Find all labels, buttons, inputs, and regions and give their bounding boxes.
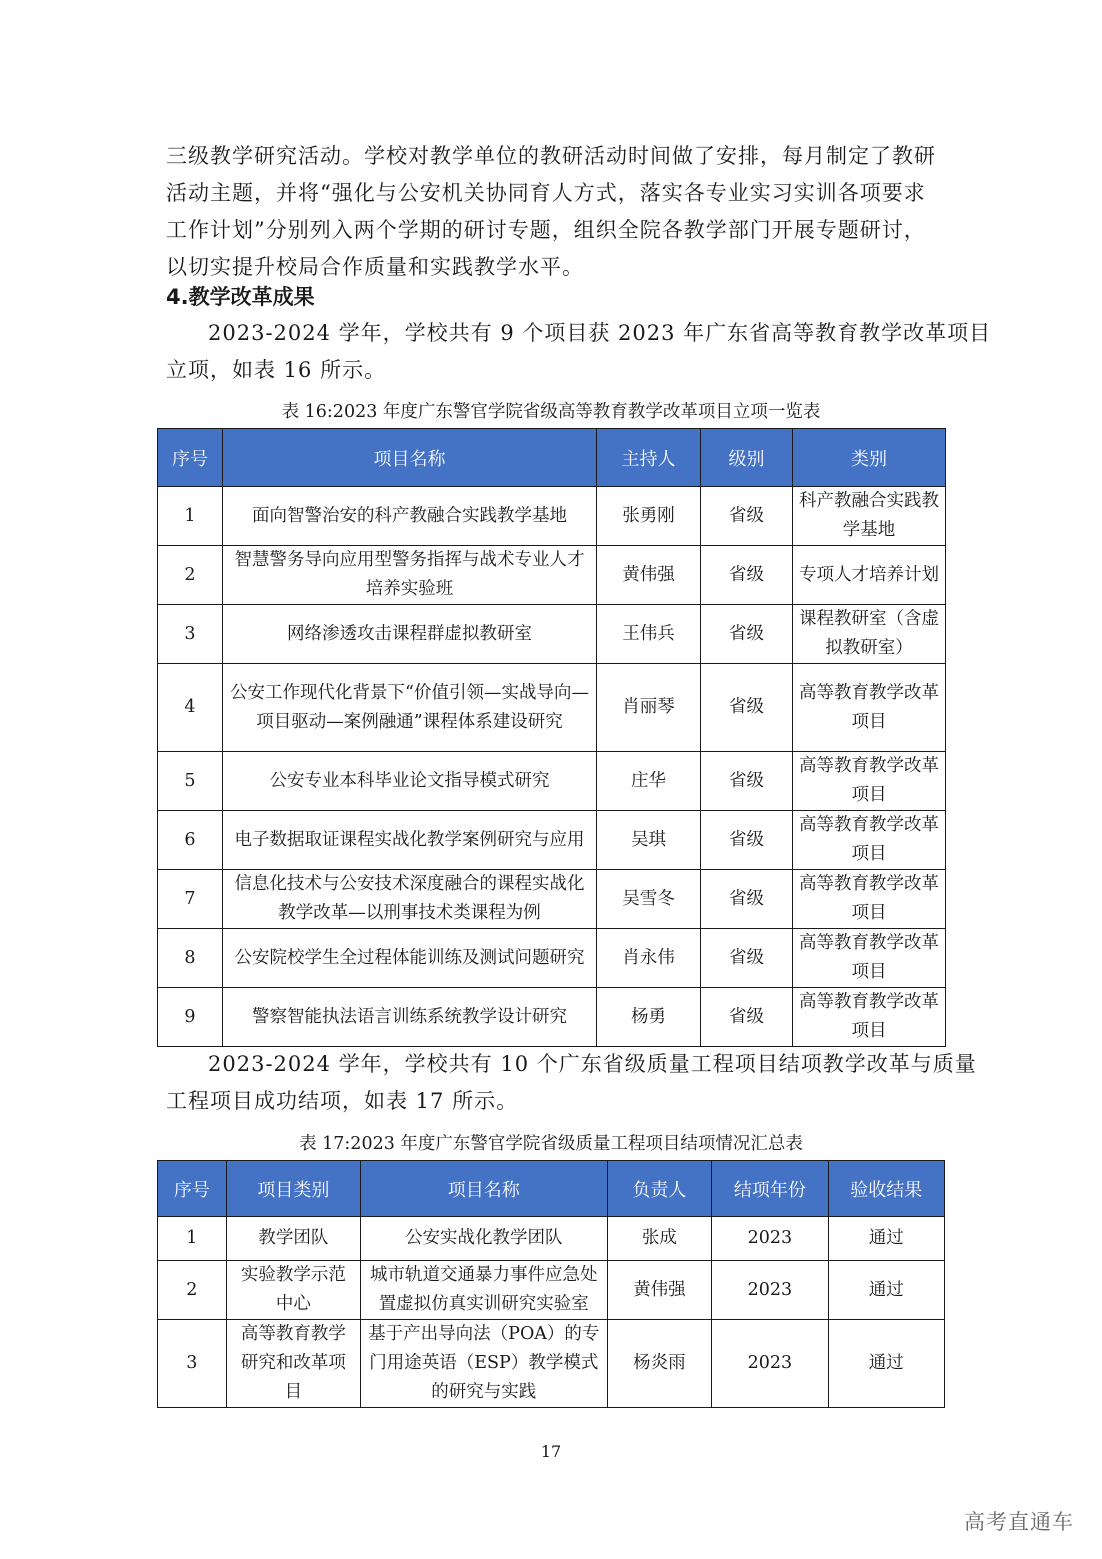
table-row <box>158 1217 945 1261</box>
table-cell: 公安专业本科毕业论文指导模式研究 <box>223 752 597 811</box>
table17-caption: 表 17:2023 年度广东警官学院省级质量工程项目结项情况汇总表 <box>299 1134 803 1154</box>
table-row <box>158 988 946 1047</box>
table-cell: 6 <box>158 811 223 870</box>
table-row <box>158 752 946 811</box>
paragraph-line: 2023-2024 学年，学校共有 9 个项目获 2023 年广东省高等教育教学改革项目 <box>208 321 992 345</box>
table-cell: 高等教育教学改革项目 <box>793 870 946 929</box>
table-cell: 黄伟强 <box>597 546 701 605</box>
table17 <box>157 1160 945 1408</box>
table17-header-cell: 结项年份 <box>712 1161 828 1217</box>
table-cell: 省级 <box>701 546 793 605</box>
table-cell: 肖丽琴 <box>597 664 701 752</box>
table-cell: 3 <box>158 1320 227 1408</box>
table16-header-cell: 级别 <box>701 429 793 487</box>
table-cell: 省级 <box>701 664 793 752</box>
table-cell: 高等教育教学改革项目 <box>793 988 946 1047</box>
table-cell: 8 <box>158 929 223 988</box>
table-cell: 面向智警治安的科产教融合实践教学基地 <box>223 487 597 546</box>
table-cell: 省级 <box>701 988 793 1047</box>
table-cell: 实验教学示范中心 <box>226 1261 360 1320</box>
table-cell: 高等教育教学改革项目 <box>793 664 946 752</box>
table-cell: 城市轨道交通暴力事件应急处置虚拟仿真实训研究实验室 <box>361 1261 607 1320</box>
table-cell: 王伟兵 <box>597 605 701 664</box>
table-cell: 杨勇 <box>597 988 701 1047</box>
table16-header-cell: 主持人 <box>597 429 701 487</box>
table-cell: 基于产出导向法（POA）的专门用途英语（ESP）教学模式的研究与实践 <box>361 1320 607 1408</box>
table-row <box>158 664 946 752</box>
table16-header-cell: 序号 <box>158 429 223 487</box>
table-cell: 高等教育教学改革项目 <box>793 929 946 988</box>
paragraph-line: 立项，如表 16 所示。 <box>166 358 387 382</box>
table-cell: 庄华 <box>597 752 701 811</box>
table17-header-cell: 项目类别 <box>226 1161 360 1217</box>
table-cell: 2023 <box>712 1320 828 1408</box>
table-row <box>158 811 946 870</box>
table17-header-cell: 项目名称 <box>361 1161 607 1217</box>
intro-line: 工作计划”分别列入两个学期的研讨专题，组织全院各教学部门开展专题研讨， <box>166 218 926 242</box>
table17-header-cell: 序号 <box>158 1161 227 1217</box>
table-cell: 高等教育教学研究和改革项目 <box>226 1320 360 1408</box>
section-heading: 4.教学改革成果 <box>166 285 315 309</box>
table-cell: 公安工作现代化背景下“价值引领—实战导向—项目驱动—案例融通”课程体系建设研究 <box>223 664 597 752</box>
table-cell: 1 <box>158 487 223 546</box>
table16-header-cell: 项目名称 <box>223 429 597 487</box>
table-cell: 1 <box>158 1217 227 1261</box>
table-cell: 智慧警务导向应用型警务指挥与战术专业人才培养实验班 <box>223 546 597 605</box>
table17-header-row <box>158 1161 945 1217</box>
table-cell: 4 <box>158 664 223 752</box>
page-number: 17 <box>540 1442 562 1461</box>
table-cell: 高等教育教学改革项目 <box>793 811 946 870</box>
table-cell: 省级 <box>701 870 793 929</box>
table-cell: 黄伟强 <box>607 1261 712 1320</box>
table-row <box>158 870 946 929</box>
table-cell: 省级 <box>701 811 793 870</box>
table-cell: 公安院校学生全过程体能训练及测试问题研究 <box>223 929 597 988</box>
table-cell: 电子数据取证课程实战化教学案例研究与应用 <box>223 811 597 870</box>
table-cell: 2023 <box>712 1261 828 1320</box>
table-row <box>158 605 946 664</box>
table16 <box>157 428 946 1047</box>
table-cell: 警察智能执法语言训练系统教学设计研究 <box>223 988 597 1047</box>
intro-line: 三级教学研究活动。学校对教学单位的教研活动时间做了安排，每月制定了教研 <box>166 144 936 168</box>
table-cell: 教学团队 <box>226 1217 360 1261</box>
table-cell: 科产教融合实践教学基地 <box>793 487 946 546</box>
table-cell: 高等教育教学改革项目 <box>793 752 946 811</box>
table-cell: 信息化技术与公安技术深度融合的课程实战化教学改革—以刑事技术类课程为例 <box>223 870 597 929</box>
table-cell: 5 <box>158 752 223 811</box>
watermark: 高考直通车 <box>964 1510 1074 1534</box>
table-row <box>158 1261 945 1320</box>
table-cell: 公安实战化教学团队 <box>361 1217 607 1261</box>
intro-line: 以切实提升校局合作质量和实践教学水平。 <box>166 255 584 279</box>
paragraph-line: 工程项目成功结项，如表 17 所示。 <box>166 1089 519 1113</box>
intro-paragraph <box>166 138 938 286</box>
table-row <box>158 487 946 546</box>
table17-header-cell: 验收结果 <box>828 1161 944 1217</box>
table16-header-row <box>158 429 946 487</box>
table-cell: 9 <box>158 988 223 1047</box>
table17-header-cell: 负责人 <box>607 1161 712 1217</box>
table-cell: 肖永伟 <box>597 929 701 988</box>
table-cell: 3 <box>158 605 223 664</box>
table-cell: 张成 <box>607 1217 712 1261</box>
table-cell: 省级 <box>701 487 793 546</box>
table-cell: 2 <box>158 546 223 605</box>
table-cell: 网络渗透攻击课程群虚拟教研室 <box>223 605 597 664</box>
table-cell: 通过 <box>828 1261 944 1320</box>
table-cell: 通过 <box>828 1217 944 1261</box>
table-cell: 省级 <box>701 605 793 664</box>
table-cell: 张勇刚 <box>597 487 701 546</box>
table-cell: 通过 <box>828 1320 944 1408</box>
table-cell: 吴琪 <box>597 811 701 870</box>
table-cell: 省级 <box>701 752 793 811</box>
paragraph-table16-intro <box>166 315 992 389</box>
table-cell: 专项人才培养计划 <box>793 546 946 605</box>
table-cell: 吴雪冬 <box>597 870 701 929</box>
table-row <box>158 546 946 605</box>
paragraph-table17-intro <box>166 1046 977 1120</box>
table16-caption: 表 16:2023 年度广东警官学院省级高等教育教学改革项目立项一览表 <box>281 402 821 422</box>
table-cell: 杨炎雨 <box>607 1320 712 1408</box>
table16-header-cell: 类别 <box>793 429 946 487</box>
paragraph-line: 2023-2024 学年，学校共有 10 个广东省级质量工程项目结项教学改革与质量 <box>208 1052 977 1076</box>
table-row <box>158 1320 945 1408</box>
table-cell: 省级 <box>701 929 793 988</box>
table-cell: 2 <box>158 1261 227 1320</box>
table-cell: 课程教研室（含虚拟教研室） <box>793 605 946 664</box>
table-cell: 7 <box>158 870 223 929</box>
table-row <box>158 929 946 988</box>
table-cell: 2023 <box>712 1217 828 1261</box>
intro-line: 活动主题，并将“强化与公安机关协同育人方式，落实各专业实习实训各项要求 <box>166 181 926 205</box>
